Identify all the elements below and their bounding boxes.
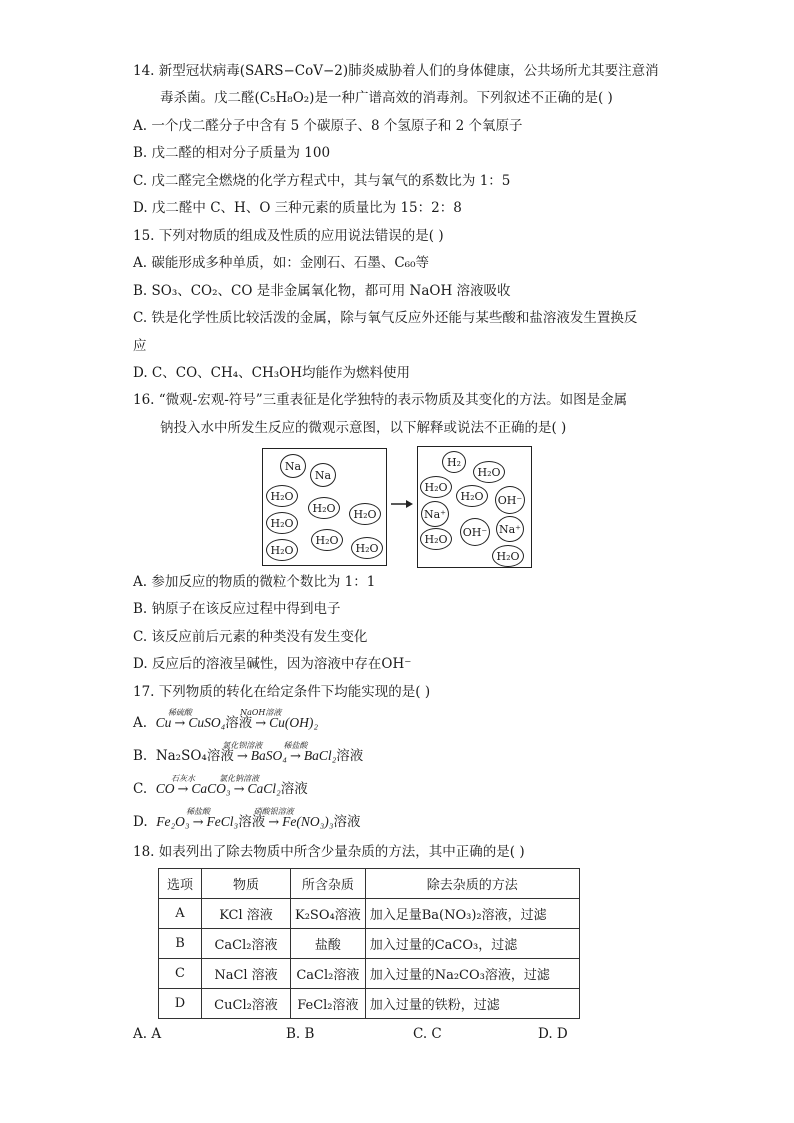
q16-option-a: A. 参加反应的物质的微粒个数比为 1：1 [133, 574, 376, 590]
arrow-icon: → [268, 815, 280, 830]
suffix: 溶液 [333, 814, 361, 830]
species: BaCl₂ [303, 748, 337, 763]
table-cell: 加入过量的铁粉，过滤 [365, 989, 579, 1019]
condition: 稀盐酸 [186, 807, 211, 816]
q17-option-c [133, 774, 308, 799]
table-cell: NaCl 溶液 [202, 959, 291, 989]
species: CaCO₃ [191, 781, 231, 796]
table-row [159, 929, 580, 959]
product-particle: H₂O [420, 528, 452, 550]
species: Cu [155, 715, 172, 730]
table-cell: 加入过量的CaCO₃，过滤 [365, 929, 579, 959]
impurity-removal-table [158, 868, 580, 1019]
header-cell: 物质 [202, 869, 291, 899]
q15-option-c-line1: C. 铁是化学性质比较活泼的金属，除与氧气反应外还能与某些酸和盐溶液发生置换反 [133, 310, 638, 326]
table-cell: FeCl₂溶液 [291, 989, 366, 1019]
suffix: 溶液 [336, 748, 364, 764]
q18-answer-d: D. D [538, 1026, 568, 1042]
product-particle: Na⁺ [496, 516, 524, 542]
conversion-arrow [240, 708, 282, 733]
q18-answer-a: A. A [133, 1026, 162, 1042]
q14-option-b: B. 戊二醛的相对分子质量为 100 [133, 145, 331, 161]
arrow-icon: → [236, 749, 248, 764]
condition: NaOH溶液 [240, 708, 282, 717]
table-cell: KCl 溶液 [202, 899, 291, 929]
q15-option-b: B. SO₃、CO₂、CO 是非金属氧化物，都可用 NaOH 溶液吸收 [133, 283, 511, 299]
product-particle: H₂ [442, 451, 466, 473]
q14-option-c: C. 戊二醛完全燃烧的化学方程式中，其与氧气的系数比为 1：5 [133, 173, 511, 189]
condition: 硝酸银溶液 [253, 807, 294, 816]
table-cell: C [159, 959, 202, 989]
table-row [159, 959, 580, 989]
q16-stem-line1: 16. “微观-宏观-符号”三重表征是化学独特的表示物质及其变化的方法。如图是金属 [133, 392, 628, 408]
reaction-arrow-icon [390, 497, 414, 511]
table-row [159, 989, 580, 1019]
species: BaSO₄ [250, 748, 287, 763]
q17-option-a [133, 708, 319, 733]
q15-option-c-line2: 应 [133, 338, 147, 354]
table-row [159, 899, 580, 929]
condition: 稀盐酸 [283, 741, 308, 750]
species: CO [155, 781, 175, 796]
q18-answer-b: B. B [286, 1026, 315, 1042]
suffix: 溶液 [238, 814, 266, 830]
conversion-arrow [283, 741, 308, 766]
reactant-diagram-box [262, 448, 387, 566]
condition: 氯化钠溶液 [219, 774, 260, 783]
species: Na₂SO₄溶液 [155, 748, 234, 764]
q14-stem-line1: 14. 新型冠状病毒(SARS−CoV−2)肺炎威胁着人们的身体健康，公共场所尤其要注意消 [133, 63, 659, 79]
condition: 石灰水 [170, 774, 195, 783]
q15-stem: 15. 下列对物质的组成及性质的应用说法错误的是( ) [133, 228, 444, 244]
table-cell: A [159, 899, 202, 929]
table-cell: 盐酸 [291, 929, 366, 959]
conversion-arrow [167, 708, 192, 733]
reactant-particle: Na [310, 463, 336, 487]
product-particle: Na⁺ [421, 501, 449, 527]
product-particle: H₂O [492, 545, 524, 567]
option-label: D. [133, 814, 148, 830]
q16-stem-line2: 钠投入水中所发生反应的微观示意图，以下解释或说法不正确的是( ) [160, 420, 567, 436]
q16-option-d: D. 反应后的溶液呈碱性，因为溶液中存在OH⁻ [133, 656, 412, 672]
table-cell: 加入过量的Na₂CO₃溶液，过滤 [365, 959, 579, 989]
table-cell: D [159, 989, 202, 1019]
option-label: A. [133, 715, 148, 731]
suffix: 溶液 [225, 715, 253, 731]
conversion-arrow [170, 774, 195, 799]
conversion-arrow [186, 807, 211, 832]
product-particle: OH⁻ [495, 486, 525, 514]
header-cell: 选项 [159, 869, 202, 899]
reactant-particle: H₂O [266, 485, 298, 507]
q18-stem: 18. 如表列出了除去物质中所含少量杂质的方法，其中正确的是( ) [133, 844, 525, 860]
reactant-particle: H₂O [266, 539, 298, 561]
q15-option-d: D. C、CO、CH₄、CH₃OH均能作为燃料使用 [133, 365, 411, 381]
suffix: 溶液 [280, 781, 308, 797]
species: CaCl₂ [247, 781, 281, 796]
table-cell: CaCl₂溶液 [202, 929, 291, 959]
header-cell: 所含杂质 [291, 869, 366, 899]
q18-answer-c: C. C [413, 1026, 442, 1042]
option-label: B. [133, 748, 148, 764]
condition: 氯化钡溶液 [222, 741, 263, 750]
q16-option-c: C. 该反应前后元素的种类没有发生变化 [133, 629, 368, 645]
q17-option-d [133, 807, 361, 832]
conversion-arrow [219, 774, 260, 799]
species: Cu(OH)₂ [269, 715, 319, 730]
product-particle: H₂O [473, 461, 505, 483]
product-particle: H₂O [420, 476, 452, 498]
arrow-icon: → [289, 749, 301, 764]
option-label: C. [133, 781, 148, 797]
product-diagram-box [417, 446, 532, 568]
arrow-icon: → [255, 716, 267, 731]
species: Fe(NO₃)₃ [282, 814, 334, 829]
arrow-icon: → [192, 815, 204, 830]
q14-option-a: A. 一个戊二醛分子中含有 5 个碳原子、8 个氢原子和 2 个氧原子 [133, 118, 523, 134]
conversion-arrow [222, 741, 263, 766]
product-particle: OH⁻ [460, 518, 490, 546]
header-cell: 除去杂质的方法 [365, 869, 579, 899]
q15-option-a: A. 碳能形成多种单质，如：金刚石、石墨、C₆₀等 [133, 255, 429, 271]
table-cell: K₂SO₄溶液 [291, 899, 366, 929]
q17-option-b [133, 741, 364, 766]
table-cell: CaCl₂溶液 [291, 959, 366, 989]
q14-option-d: D. 戊二醛中 C、H、O 三种元素的质量比为 15：2：8 [133, 200, 462, 216]
reactant-particle: H₂O [311, 529, 343, 551]
arrow-icon: → [174, 716, 186, 731]
species: Fe₂O₃ [156, 814, 190, 829]
table-cell: 加入足量Ba(NO₃)₂溶液，过滤 [365, 899, 579, 929]
q17-stem: 17. 下列物质的转化在给定条件下均能实现的是( ) [133, 684, 431, 700]
q14-stem-line2: 毒杀菌。戊二醛(C₅H₈O₂)是一种广谱高效的消毒剂。下列叙述不正确的是( ) [160, 90, 613, 106]
product-particle: H₂O [456, 485, 488, 507]
table-header-row [159, 869, 580, 899]
reactant-particle: Na [280, 454, 306, 478]
reactant-particle: H₂O [308, 497, 340, 519]
q16-option-b: B. 钠原子在该反应过程中得到电子 [133, 601, 341, 617]
condition: 稀硫酸 [167, 708, 192, 717]
reactant-particle: H₂O [266, 512, 298, 534]
reactant-particle: H₂O [349, 503, 381, 525]
table-cell: B [159, 929, 202, 959]
table-cell: CuCl₂溶液 [202, 989, 291, 1019]
reactant-particle: H₂O [351, 537, 383, 559]
arrow-icon: → [177, 782, 189, 797]
species: FeCl₃ [206, 814, 239, 829]
species: CuSO₄ [188, 715, 226, 730]
conversion-arrow [253, 807, 294, 832]
arrow-icon: → [233, 782, 245, 797]
